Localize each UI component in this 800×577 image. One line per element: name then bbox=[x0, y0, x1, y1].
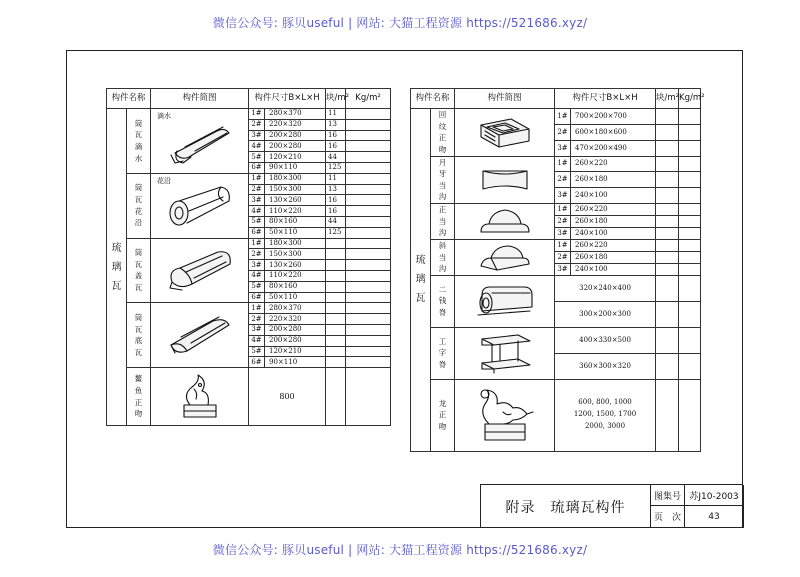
drawing-title: 附录 琉璃瓦构件 bbox=[481, 485, 651, 528]
size-grade: 3# bbox=[555, 140, 571, 156]
header-size: 构件尺寸B×L×H bbox=[555, 89, 656, 109]
count-value: 16 bbox=[326, 130, 346, 141]
size-value: 200×280 bbox=[265, 130, 326, 141]
size-value: 110×220 bbox=[265, 270, 326, 281]
count-value bbox=[326, 292, 346, 303]
size-value: 400×330×500 bbox=[555, 327, 656, 353]
header-sketch: 构件简图 bbox=[455, 89, 555, 109]
weight-value bbox=[346, 227, 391, 238]
weight-value bbox=[346, 270, 391, 281]
dragon-ridge-ornament-icon bbox=[455, 384, 554, 446]
size-value: 260×180 bbox=[571, 251, 656, 263]
size-grade: 3# bbox=[555, 227, 571, 239]
size-grade: 2# bbox=[555, 124, 571, 140]
count-value bbox=[326, 324, 346, 335]
count-value bbox=[656, 251, 679, 263]
component-sketch bbox=[455, 109, 555, 157]
weight-value bbox=[346, 260, 391, 271]
count-value: 13 bbox=[326, 119, 346, 130]
atlas-label: 图集号 bbox=[651, 485, 685, 506]
component-sketch bbox=[455, 239, 555, 275]
size-value: 260×180 bbox=[571, 215, 656, 227]
size-value: 50×110 bbox=[265, 227, 326, 238]
count-value bbox=[656, 124, 679, 140]
weight-value bbox=[679, 109, 701, 125]
size-grade: 3# bbox=[555, 263, 571, 275]
size-value: 260×220 bbox=[571, 156, 656, 172]
weight-value bbox=[679, 172, 701, 188]
count-value bbox=[326, 357, 346, 368]
size-grade: 4# bbox=[249, 141, 265, 152]
size-grade: 5# bbox=[249, 346, 265, 357]
count-value bbox=[326, 281, 346, 292]
category-label: 琉 璃 瓦 bbox=[107, 109, 127, 426]
size-grade: 5# bbox=[249, 281, 265, 292]
size-value: 200×280 bbox=[265, 335, 326, 346]
size-grade: 4# bbox=[249, 206, 265, 217]
size-value: 220×320 bbox=[265, 314, 326, 325]
weight-value bbox=[679, 251, 701, 263]
weight-value bbox=[346, 324, 391, 335]
component-name: 月 牙 当 沟 bbox=[431, 156, 455, 204]
count-value: 44 bbox=[326, 152, 346, 163]
size-value: 300×200×300 bbox=[555, 301, 656, 327]
weight-value bbox=[346, 346, 391, 357]
count-value: 125 bbox=[326, 227, 346, 238]
component-name: 鳌 鱼 正 吻 bbox=[127, 368, 151, 426]
size-grade: 6# bbox=[249, 227, 265, 238]
header-weight: Kg/m² bbox=[679, 89, 701, 109]
count-value bbox=[656, 188, 679, 204]
weight-value bbox=[679, 215, 701, 227]
weight-value bbox=[346, 314, 391, 325]
weight-value bbox=[346, 335, 391, 346]
component-name: 二 钱 脊 bbox=[431, 275, 455, 327]
size-grade: 1# bbox=[555, 109, 571, 125]
component-sketch bbox=[455, 156, 555, 204]
size-grade: 5# bbox=[249, 152, 265, 163]
size-value: 700×200×700 bbox=[571, 109, 656, 125]
sketch-label: 滴水 bbox=[157, 112, 172, 120]
component-name: 筒 瓦 盖 瓦 bbox=[127, 238, 151, 303]
component-name: 筒 瓦 花 沿 bbox=[127, 173, 151, 238]
size-value: 280×370 bbox=[265, 109, 326, 120]
count-value: 16 bbox=[326, 195, 346, 206]
size-value: 120×210 bbox=[265, 152, 326, 163]
component-name: 斜 当 沟 bbox=[431, 239, 455, 275]
size-grade: 3# bbox=[249, 195, 265, 206]
size-value: 600, 800, 1000 1200, 1500, 1700 2000, 3000 bbox=[555, 379, 656, 451]
header-sketch: 构件简图 bbox=[151, 89, 249, 109]
component-sketch bbox=[151, 109, 249, 174]
count-value: 125 bbox=[326, 162, 346, 173]
weight-value bbox=[346, 249, 391, 260]
size-grade: 2# bbox=[555, 172, 571, 188]
table-row bbox=[411, 327, 701, 353]
component-sketch bbox=[151, 368, 249, 426]
weight-value bbox=[346, 206, 391, 217]
weight-value bbox=[679, 379, 701, 451]
weight-value bbox=[679, 227, 701, 239]
count-value bbox=[656, 156, 679, 172]
size-grade: 2# bbox=[249, 184, 265, 195]
size-grade: 3# bbox=[249, 130, 265, 141]
count-value: 13 bbox=[326, 184, 346, 195]
watermark-top: 微信公众号: 豚贝useful | 网站: 大猫工程资源 https://521686.xyz/ bbox=[212, 16, 588, 30]
size-value: 150×300 bbox=[265, 184, 326, 195]
weight-value bbox=[346, 119, 391, 130]
erqian-ridge-icon bbox=[455, 281, 554, 321]
weight-value bbox=[346, 357, 391, 368]
weight-value bbox=[346, 130, 391, 141]
size-value: 240×100 bbox=[571, 188, 656, 204]
table-row bbox=[107, 238, 391, 249]
meander-ridge-ornament-icon bbox=[455, 115, 554, 149]
header-component-name: 构件名称 bbox=[411, 89, 455, 109]
count-value bbox=[326, 270, 346, 281]
count-value bbox=[656, 172, 679, 188]
weight-value bbox=[679, 275, 701, 301]
oblique-gutter-tile-icon bbox=[455, 242, 554, 272]
size-grade: 2# bbox=[249, 119, 265, 130]
size-value: 240×100 bbox=[571, 227, 656, 239]
size-grade: 2# bbox=[249, 314, 265, 325]
count-value bbox=[326, 314, 346, 325]
table-row bbox=[411, 156, 701, 172]
component-sketch bbox=[455, 379, 555, 451]
count-value bbox=[656, 204, 679, 216]
tube-tile-drip-icon bbox=[151, 117, 248, 165]
count-value bbox=[656, 109, 679, 125]
header-count: 块/m² bbox=[656, 89, 679, 109]
weight-value bbox=[679, 239, 701, 251]
size-value: 200×280 bbox=[265, 141, 326, 152]
weight-value bbox=[346, 281, 391, 292]
count-value: 16 bbox=[326, 206, 346, 217]
count-value bbox=[656, 215, 679, 227]
size-value: 130×260 bbox=[265, 260, 326, 271]
count-value bbox=[326, 260, 346, 271]
size-value: 90×110 bbox=[265, 357, 326, 368]
weight-value bbox=[346, 141, 391, 152]
size-grade: 6# bbox=[249, 292, 265, 303]
size-grade: 2# bbox=[555, 215, 571, 227]
crescent-gutter-tile-icon bbox=[455, 165, 554, 195]
size-value: 150×300 bbox=[265, 249, 326, 260]
count-value bbox=[656, 227, 679, 239]
size-value: 320×240×400 bbox=[555, 275, 656, 301]
sketch-label: 花沿 bbox=[157, 176, 172, 185]
table-row bbox=[411, 109, 701, 125]
weight-value bbox=[346, 195, 391, 206]
count-value bbox=[656, 140, 679, 156]
table-row bbox=[107, 303, 391, 314]
size-grade: 2# bbox=[249, 249, 265, 260]
count-value: 16 bbox=[326, 141, 346, 152]
weight-value bbox=[346, 173, 391, 184]
component-name: 正 当 沟 bbox=[431, 204, 455, 240]
size-grade: 5# bbox=[249, 216, 265, 227]
tube-base-tile-icon bbox=[151, 311, 248, 359]
table-row bbox=[411, 204, 701, 216]
size-value: 50×110 bbox=[265, 292, 326, 303]
table-row bbox=[411, 275, 701, 301]
component-name: 回 纹 正 吻 bbox=[431, 109, 455, 157]
size-value: 130×260 bbox=[265, 195, 326, 206]
size-value: 600×180×600 bbox=[571, 124, 656, 140]
size-grade: 2# bbox=[555, 251, 571, 263]
weight-value bbox=[346, 216, 391, 227]
size-grade: 3# bbox=[249, 260, 265, 271]
page-label: 页 次 bbox=[651, 506, 685, 528]
size-grade: 1# bbox=[249, 238, 265, 249]
count-value bbox=[326, 335, 346, 346]
component-name: 筒 瓦 底 瓦 bbox=[127, 303, 151, 368]
table-row bbox=[107, 109, 391, 120]
title-block bbox=[480, 484, 743, 528]
weight-value bbox=[346, 368, 391, 426]
size-value: 260×220 bbox=[571, 239, 656, 251]
size-grade: 6# bbox=[249, 162, 265, 173]
weight-value bbox=[346, 162, 391, 173]
header-count: 块/m² bbox=[326, 89, 346, 109]
table-row bbox=[107, 173, 391, 184]
weight-value bbox=[346, 292, 391, 303]
weight-value bbox=[679, 140, 701, 156]
size-value: 800 bbox=[249, 368, 326, 426]
size-value: 200×280 bbox=[265, 324, 326, 335]
size-grade: 3# bbox=[555, 188, 571, 204]
size-value: 360×300×320 bbox=[555, 353, 656, 379]
weight-value bbox=[679, 353, 701, 379]
size-value: 80×160 bbox=[265, 281, 326, 292]
size-value: 240×100 bbox=[571, 263, 656, 275]
weight-value bbox=[679, 156, 701, 172]
size-value: 120×210 bbox=[265, 346, 326, 357]
component-name: 筒 瓦 滴 水 bbox=[127, 109, 151, 174]
count-value bbox=[656, 301, 679, 327]
count-value bbox=[656, 239, 679, 251]
size-value: 470×200×490 bbox=[571, 140, 656, 156]
watermark-bottom: 微信公众号: 豚贝useful | 网站: 大猫工程资源 https://521686.xyz/ bbox=[212, 543, 588, 557]
size-value: 80×160 bbox=[265, 216, 326, 227]
weight-value bbox=[679, 124, 701, 140]
weight-value bbox=[346, 303, 391, 314]
page-number: 43 bbox=[685, 506, 744, 528]
size-grade: 1# bbox=[555, 156, 571, 172]
size-value: 260×180 bbox=[571, 172, 656, 188]
component-sketch bbox=[151, 303, 249, 368]
count-value bbox=[656, 263, 679, 275]
i-shaped-ridge-icon bbox=[455, 331, 554, 375]
tube-tile-flower-edge-icon bbox=[151, 181, 248, 231]
count-value bbox=[326, 249, 346, 260]
size-grade: 1# bbox=[555, 204, 571, 216]
count-value: 44 bbox=[326, 216, 346, 227]
size-grade: 4# bbox=[249, 335, 265, 346]
size-grade: 4# bbox=[249, 270, 265, 281]
table-row bbox=[411, 239, 701, 251]
component-name: 龙 正 吻 bbox=[431, 379, 455, 451]
size-value: 110×220 bbox=[265, 206, 326, 217]
count-value bbox=[656, 327, 679, 353]
weight-value bbox=[346, 152, 391, 163]
size-value: 220×320 bbox=[265, 119, 326, 130]
weight-value bbox=[346, 238, 391, 249]
count-value: 11 bbox=[326, 173, 346, 184]
component-sketch bbox=[455, 204, 555, 240]
size-grade: 1# bbox=[555, 239, 571, 251]
header-weight: Kg/m² bbox=[346, 89, 391, 109]
table-row bbox=[107, 368, 391, 426]
size-grade: 1# bbox=[249, 303, 265, 314]
category-label: 琉 璃 瓦 bbox=[411, 109, 431, 452]
size-value: 180×300 bbox=[265, 238, 326, 249]
component-sketch bbox=[151, 173, 249, 238]
size-grade: 3# bbox=[249, 324, 265, 335]
component-sketch bbox=[455, 327, 555, 379]
size-grade: 1# bbox=[249, 173, 265, 184]
count-value bbox=[326, 346, 346, 357]
count-value: 11 bbox=[326, 109, 346, 120]
atlas-number: 苏J10-2003 bbox=[685, 485, 744, 506]
size-value: 280×370 bbox=[265, 303, 326, 314]
count-value bbox=[656, 353, 679, 379]
left-components-table bbox=[106, 88, 391, 426]
weight-value bbox=[679, 263, 701, 275]
size-grade: 6# bbox=[249, 357, 265, 368]
component-sketch bbox=[151, 238, 249, 303]
count-value bbox=[656, 379, 679, 451]
count-value bbox=[326, 368, 346, 426]
size-value: 180×300 bbox=[265, 173, 326, 184]
size-value: 260×220 bbox=[571, 204, 656, 216]
component-sketch bbox=[455, 275, 555, 327]
header-component-name: 构件名称 bbox=[107, 89, 151, 109]
size-value: 90×110 bbox=[265, 162, 326, 173]
component-name: 工 字 脊 bbox=[431, 327, 455, 379]
tube-cover-tile-icon bbox=[151, 244, 248, 296]
size-grade: 1# bbox=[249, 109, 265, 120]
weight-value bbox=[679, 204, 701, 216]
straight-gutter-tile-icon bbox=[455, 206, 554, 236]
table-row bbox=[411, 379, 701, 451]
header-size: 构件尺寸B×L×H bbox=[249, 89, 326, 109]
weight-value bbox=[679, 188, 701, 204]
count-value bbox=[656, 275, 679, 301]
count-value bbox=[326, 238, 346, 249]
ao-fish-ridge-ornament-icon bbox=[151, 371, 248, 423]
count-value bbox=[326, 303, 346, 314]
right-components-table bbox=[410, 88, 705, 452]
weight-value bbox=[346, 109, 391, 120]
weight-value bbox=[679, 327, 701, 353]
weight-value bbox=[679, 301, 701, 327]
weight-value bbox=[346, 184, 391, 195]
